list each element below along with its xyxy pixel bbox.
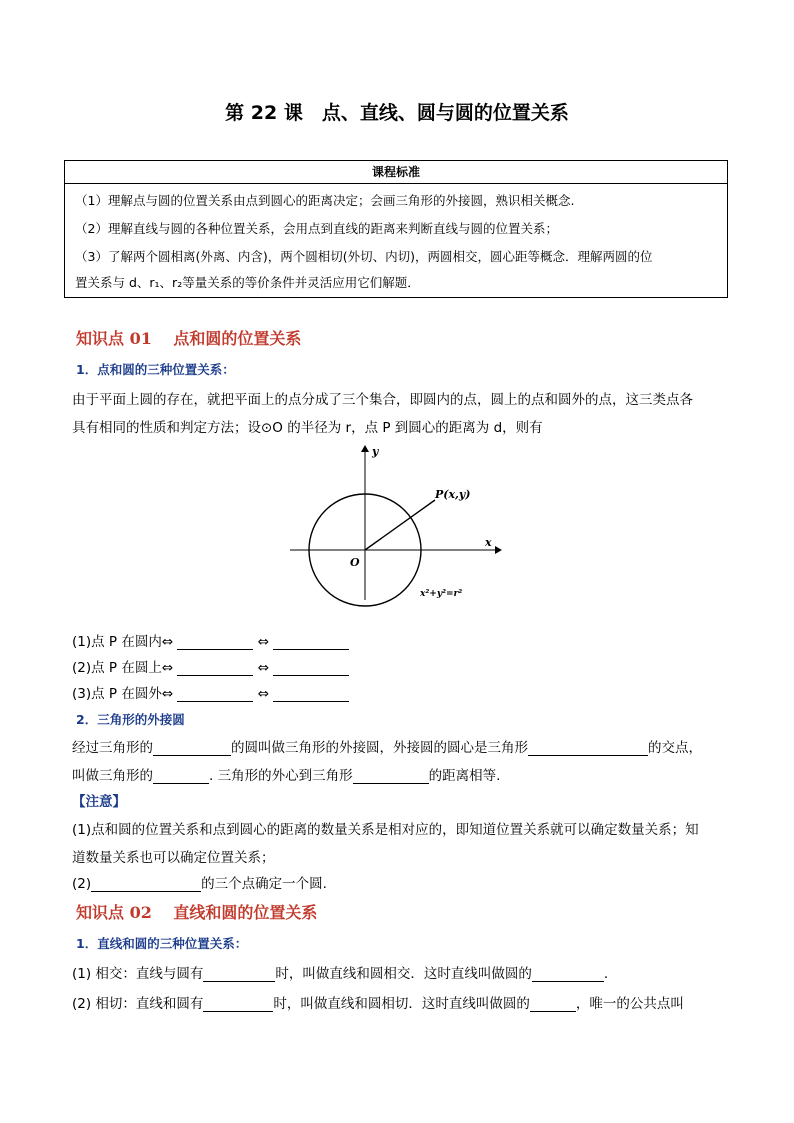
blank[interactable] — [273, 687, 349, 702]
condition-inside: (1)点 P 在圆内⇔ ⇔ — [72, 630, 349, 650]
circumcircle-line-1: 经过三角形的 的圆叫做三角形的外接圆，外接圆的圆心是三角形 的交点， — [72, 740, 702, 756]
note-line-3: (2) 的三个点确定一个圆. — [72, 876, 327, 892]
blank[interactable] — [203, 997, 273, 1012]
blank[interactable] — [528, 741, 648, 756]
blank[interactable] — [177, 635, 253, 650]
subheading-line-circle: 1．直线和圆的三种位置关系： — [76, 936, 248, 951]
condition-outside: (3)点 P 在圆外⇔ ⇔ — [72, 682, 349, 702]
blank[interactable] — [273, 661, 349, 676]
radius-line — [365, 500, 435, 550]
blank[interactable] — [177, 661, 253, 676]
blank[interactable] — [273, 635, 349, 650]
subheading-point-circle: 1．点和圆的三种位置关系： — [76, 362, 235, 377]
section-heading-01: 知识点 01 点和圆的位置关系 — [76, 329, 302, 348]
course-standard-box — [64, 160, 728, 298]
x-axis-arrow — [495, 546, 502, 554]
standard-line-1: （1）理解点与圆的位置关系由点到圆心的距离决定；会画三角形的外接圆，熟识相关概念. — [75, 193, 575, 208]
blank[interactable] — [353, 769, 429, 784]
y-label: y — [372, 445, 379, 458]
note-line-2: 道数量关系也可以确定位置关系； — [72, 850, 275, 866]
section-heading-02: 知识点 02 直线和圆的位置关系 — [76, 903, 318, 922]
line-circle-item-2: (2) 相切：直线和圆有 时，叫做直线和圆相切．这时直线叫做圆的 ，唯一的公共点叫 — [72, 996, 684, 1012]
paragraph-line-2: 具有相同的性质和判定方法；设⊙O 的半径为 r，点 P 到圆心的距离为 d，则有 — [72, 420, 543, 436]
origin-label: O — [350, 556, 360, 569]
note-label: 【注意】 — [72, 794, 126, 810]
course-standard-heading: 课程标准 — [65, 161, 727, 184]
y-axis-arrow — [361, 445, 369, 452]
paragraph-line-1: 由于平面上圆的存在，就把平面上的点分成了三个集合，即圆内的点，圆上的点和圆外的点，这三类点各 — [72, 392, 693, 408]
blank[interactable] — [177, 687, 253, 702]
subheading-circumcircle: 2．三角形的外接圆 — [76, 712, 185, 727]
condition-on: (2)点 P 在圆上⇔ ⇔ — [72, 656, 349, 676]
line-circle-item-1: (1) 相交：直线与圆有 时，叫做直线和圆相交．这时直线叫做圆的 . — [72, 966, 609, 982]
blank[interactable] — [153, 769, 209, 784]
circumcircle-line-2: 叫做三角形的 . 三角形的外心到三角形 的距离相等. — [72, 768, 501, 784]
blank[interactable] — [153, 741, 231, 756]
page-title: 第 22 课 点、直线、圆与圆的位置关系 — [225, 102, 569, 124]
standard-line-2: （2）理解直线与圆的各种位置关系，会用点到直线的距离来判断直线与圆的位置关系； — [75, 221, 558, 236]
point-label: P(x,y) — [435, 488, 471, 501]
blank[interactable] — [91, 877, 201, 892]
blank[interactable] — [203, 967, 275, 982]
standard-line-3: （3）了解两个圆相离(外离、内含)，两个圆相切(外切、内切)，两圆相交，圆心距等概念．理解两圆的位 — [75, 249, 653, 264]
equation-label: x²+y²=r² — [420, 589, 463, 599]
blank[interactable] — [532, 967, 604, 982]
standard-line-4: 置关系与 d、r₁、r₂等量关系的等价条件并灵活应用它们解题． — [75, 275, 420, 290]
note-line-1: (1)点和圆的位置关系和点到圆心的距离的数量关系是相对应的，即知道位置关系就可以确定数量关系；知 — [72, 822, 699, 838]
blank[interactable] — [530, 997, 576, 1012]
x-label: x — [485, 536, 492, 549]
circle-figure — [280, 440, 510, 610]
